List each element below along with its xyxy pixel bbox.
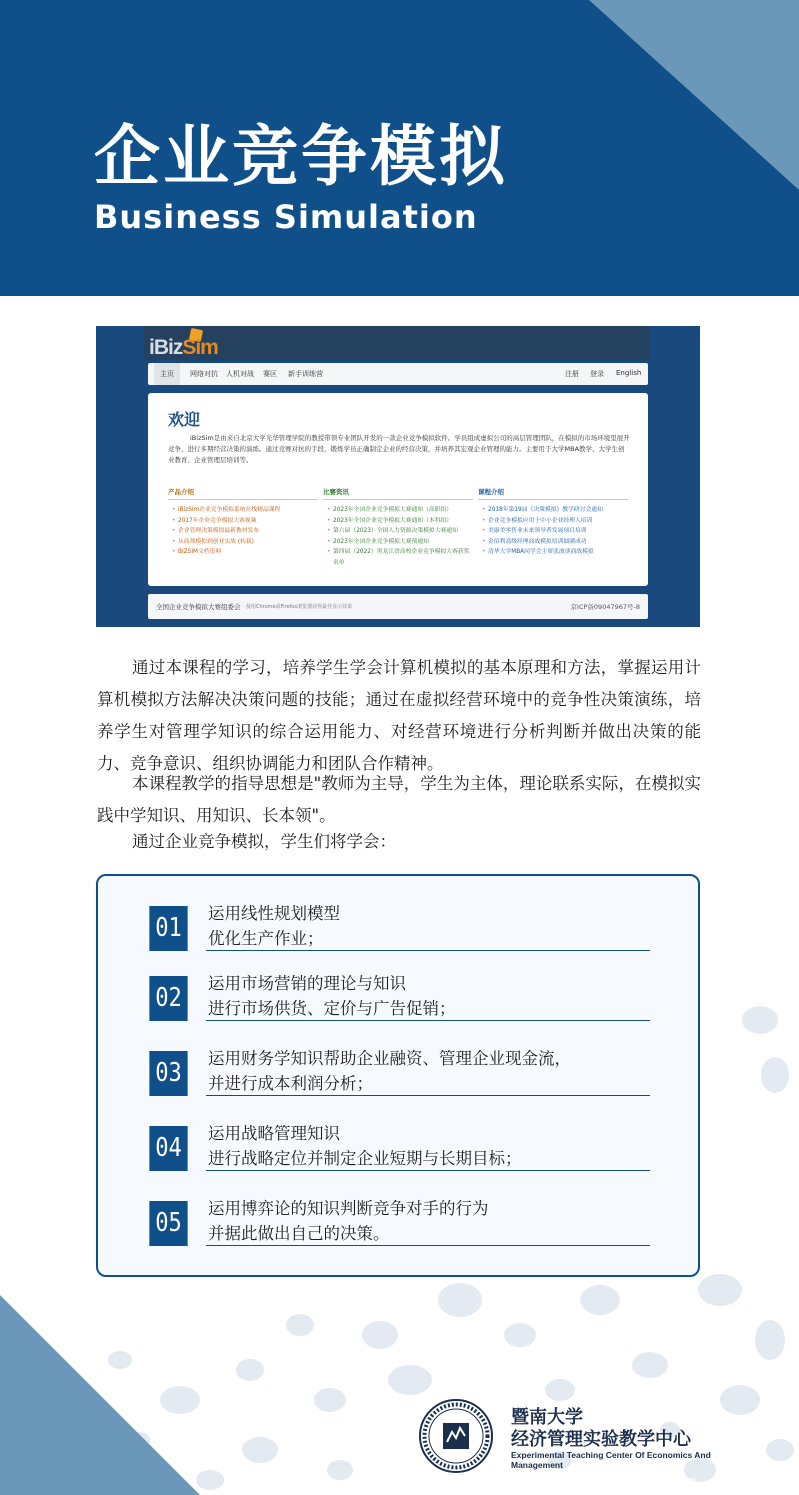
list-item[interactable]: • 2023年全国企业竞争模拟大赛通知（本科组） [333, 516, 473, 527]
column-products: 产品介绍 • iBizSim企业竞争模拟系统在线精品课程 • 2017年企业竞争模拟大赛视频 • 企业管理决策模拟最新教材发布 • 从商战模拟到创业实战 (转载) • BIZSIM文档资料 [168, 487, 318, 558]
site-topbar [144, 326, 650, 360]
welcome-heading: 欢迎 [168, 410, 201, 429]
page-title: 企业竞争模拟 [94, 118, 508, 195]
list-item[interactable]: • 企业管理决策模拟最新教材发布 [178, 526, 318, 537]
footer-org: 全国企业竞争模拟大赛组委会 [156, 603, 241, 611]
skill-divider [206, 950, 650, 951]
list-item[interactable]: • 企业竞争模拟应用于中小企业经理人培训 [488, 516, 628, 527]
university-seal-icon [418, 1398, 494, 1474]
org-center-cn: 经济管理实验教学中心 [511, 1429, 691, 1450]
skill-line: 并进行成本利润分析； [208, 1074, 373, 1093]
nav-login[interactable]: 登录 [590, 370, 604, 378]
nav-online-battle[interactable]: 网络对抗 [190, 370, 218, 378]
footer-icp[interactable]: 京ICP备09047967号-8 [570, 603, 640, 611]
nav-ai-battle[interactable]: 人机对战 [226, 370, 254, 378]
skill-line: 运用战略管理知识 [208, 1124, 340, 1143]
list-item[interactable]: • 2017年企业竞争模拟大赛视频 [178, 516, 318, 527]
skill-number: 05 [149, 1201, 187, 1246]
skill-divider [206, 1095, 650, 1096]
footer-browser-hint: 使用Chrome或Firefox浏览器获得最佳显示效果 [246, 604, 353, 610]
list-item[interactable]: • BIZSIM文档资料 [178, 547, 318, 558]
column-news: 比赛资讯 • 2023年全国企业竞争模拟大赛通知（高职组） • 2023年全国企业竞争模拟大赛通知（本科组） • 第六届（2023）全国人力资源决策模拟大赛通知 • 2023年全国企业竞争模拟大赛预通知 • 第四届（2022）黑龙江省高校企业竞争模拟大赛获奖名单 [323, 487, 473, 568]
skill-number: 01 [149, 906, 187, 951]
site-logo: iBizSim [149, 336, 218, 359]
nav-register[interactable]: 注册 [565, 370, 579, 378]
skill-line: 并据此做出自己的决策。 [208, 1224, 390, 1243]
site-footer [148, 594, 648, 619]
skill-divider [206, 1170, 650, 1171]
skill-line: 进行战略定位并制定企业短期与长期目标； [208, 1149, 522, 1168]
skill-line: 运用线性规划模型 [208, 904, 340, 923]
welcome-panel [148, 393, 648, 586]
list-item[interactable]: • 2023年全国企业竞争模拟大赛通知（高职组） [333, 505, 473, 516]
watermark: m.l.imp... [650, 1474, 717, 1487]
nav-tournament[interactable]: 赛区 [263, 370, 277, 378]
org-name-cn: 暨南大学 [511, 1407, 583, 1428]
skill-line: 运用市场营销的理论与知识 [208, 974, 406, 993]
skill-number: 03 [149, 1051, 187, 1096]
skills-lead: 通过企业竞争模拟，学生们将学会： [132, 832, 396, 851]
skill-divider [206, 1245, 650, 1246]
list-item[interactable]: • 第六届（2023）全国人力资源决策模拟大赛通知 [333, 526, 473, 537]
list-item[interactable]: • 2023年全国企业竞争模拟大赛预通知 [333, 537, 473, 548]
site-nav [148, 363, 648, 385]
list-item[interactable]: • 金佰利高级经理商战模拟培训圆满成功 [488, 537, 628, 548]
list-item[interactable]: • 第四届（2022）黑龙江省高校企业竞争模拟大赛获奖名单 [333, 547, 473, 568]
list-item[interactable]: • 从商战模拟到创业实战 (转载) [178, 537, 318, 548]
list-item[interactable]: • 清华大学MBA同学会主席张波谈商战模拟 [488, 547, 628, 558]
column-courses: 课程介绍 • 2018年第19届《决策模拟》教学研讨会通知 • 企业竞争模拟应用于中小企业经理人培训 • 美康美零售业未来领导者发展项目培训 • 金佰利高级经理商战模拟培训圆满成功 • 清华大学MBA同学会主席张波谈商战模拟 [478, 487, 628, 558]
org-name-en: Experimental Teaching Center Of Economics And Management [511, 1450, 711, 1470]
skill-number: 02 [149, 976, 187, 1021]
skills-box [96, 874, 700, 1277]
skill-line: 进行市场供货、定价与广告促销； [208, 999, 456, 1018]
corner-decoration [579, 0, 799, 200]
page-subtitle: Business Simulation [94, 198, 478, 236]
nav-english[interactable]: English [616, 369, 642, 377]
skill-line: 运用财务学知识帮助企业融资、管理企业现金流， [208, 1049, 571, 1068]
intro-paragraph: 通过本课程的学习，培养学生学会计算机模拟的基本原理和方法，掌握运用计算机模拟方法解决决策问题的技能；通过在虚拟经营环境中的竞争性决策演练，培养学生对管理学知识的综合运用能力、对经营环境进行分析判断并做出决策的能力、竞争意识、组织协调能力和团队合作精神。 [97, 658, 701, 773]
skill-line: 运用博弈论的知识判断竞争对手的行为 [208, 1199, 489, 1218]
list-item[interactable]: • 美康美零售业未来领导者发展项目培训 [488, 526, 628, 537]
nav-home[interactable]: 主页 [154, 363, 180, 385]
list-item[interactable]: • 2018年第19届《决策模拟》教学研讨会通知 [488, 505, 628, 516]
skill-divider [206, 1020, 650, 1021]
welcome-intro: iBizSim是由来自北京大学光华管理学院的教授带领专业团队开发的一款企业竞争模拟软件。学员组成虚拟公司的高层管理团队，在模拟的市场环境里展开竞争，进行多期经营决策的演练。通过竞赛对抗的手段，锻炼学员正确制定企业的经营决策，并培养其宏观企业管理的能力。主要用于大学MBA教学、大学生创业教育、企业管理层培训等。 [168, 434, 630, 464]
header-banner [0, 0, 799, 296]
guideline-paragraph: 本课程教学的指导思想是"教师为主导，学生为主体，理论联系实际，在模拟实践中学知识、用知识、长本领"。 [97, 774, 701, 825]
corner-decoration-bottom [0, 1295, 200, 1495]
website-screenshot [96, 326, 700, 627]
skill-line: 优化生产作业； [208, 929, 324, 948]
list-item[interactable]: • iBizSim企业竞争模拟系统在线精品课程 [178, 505, 318, 516]
skill-number: 04 [149, 1126, 187, 1171]
nav-tutorial[interactable]: 新手训练营 [288, 370, 323, 378]
